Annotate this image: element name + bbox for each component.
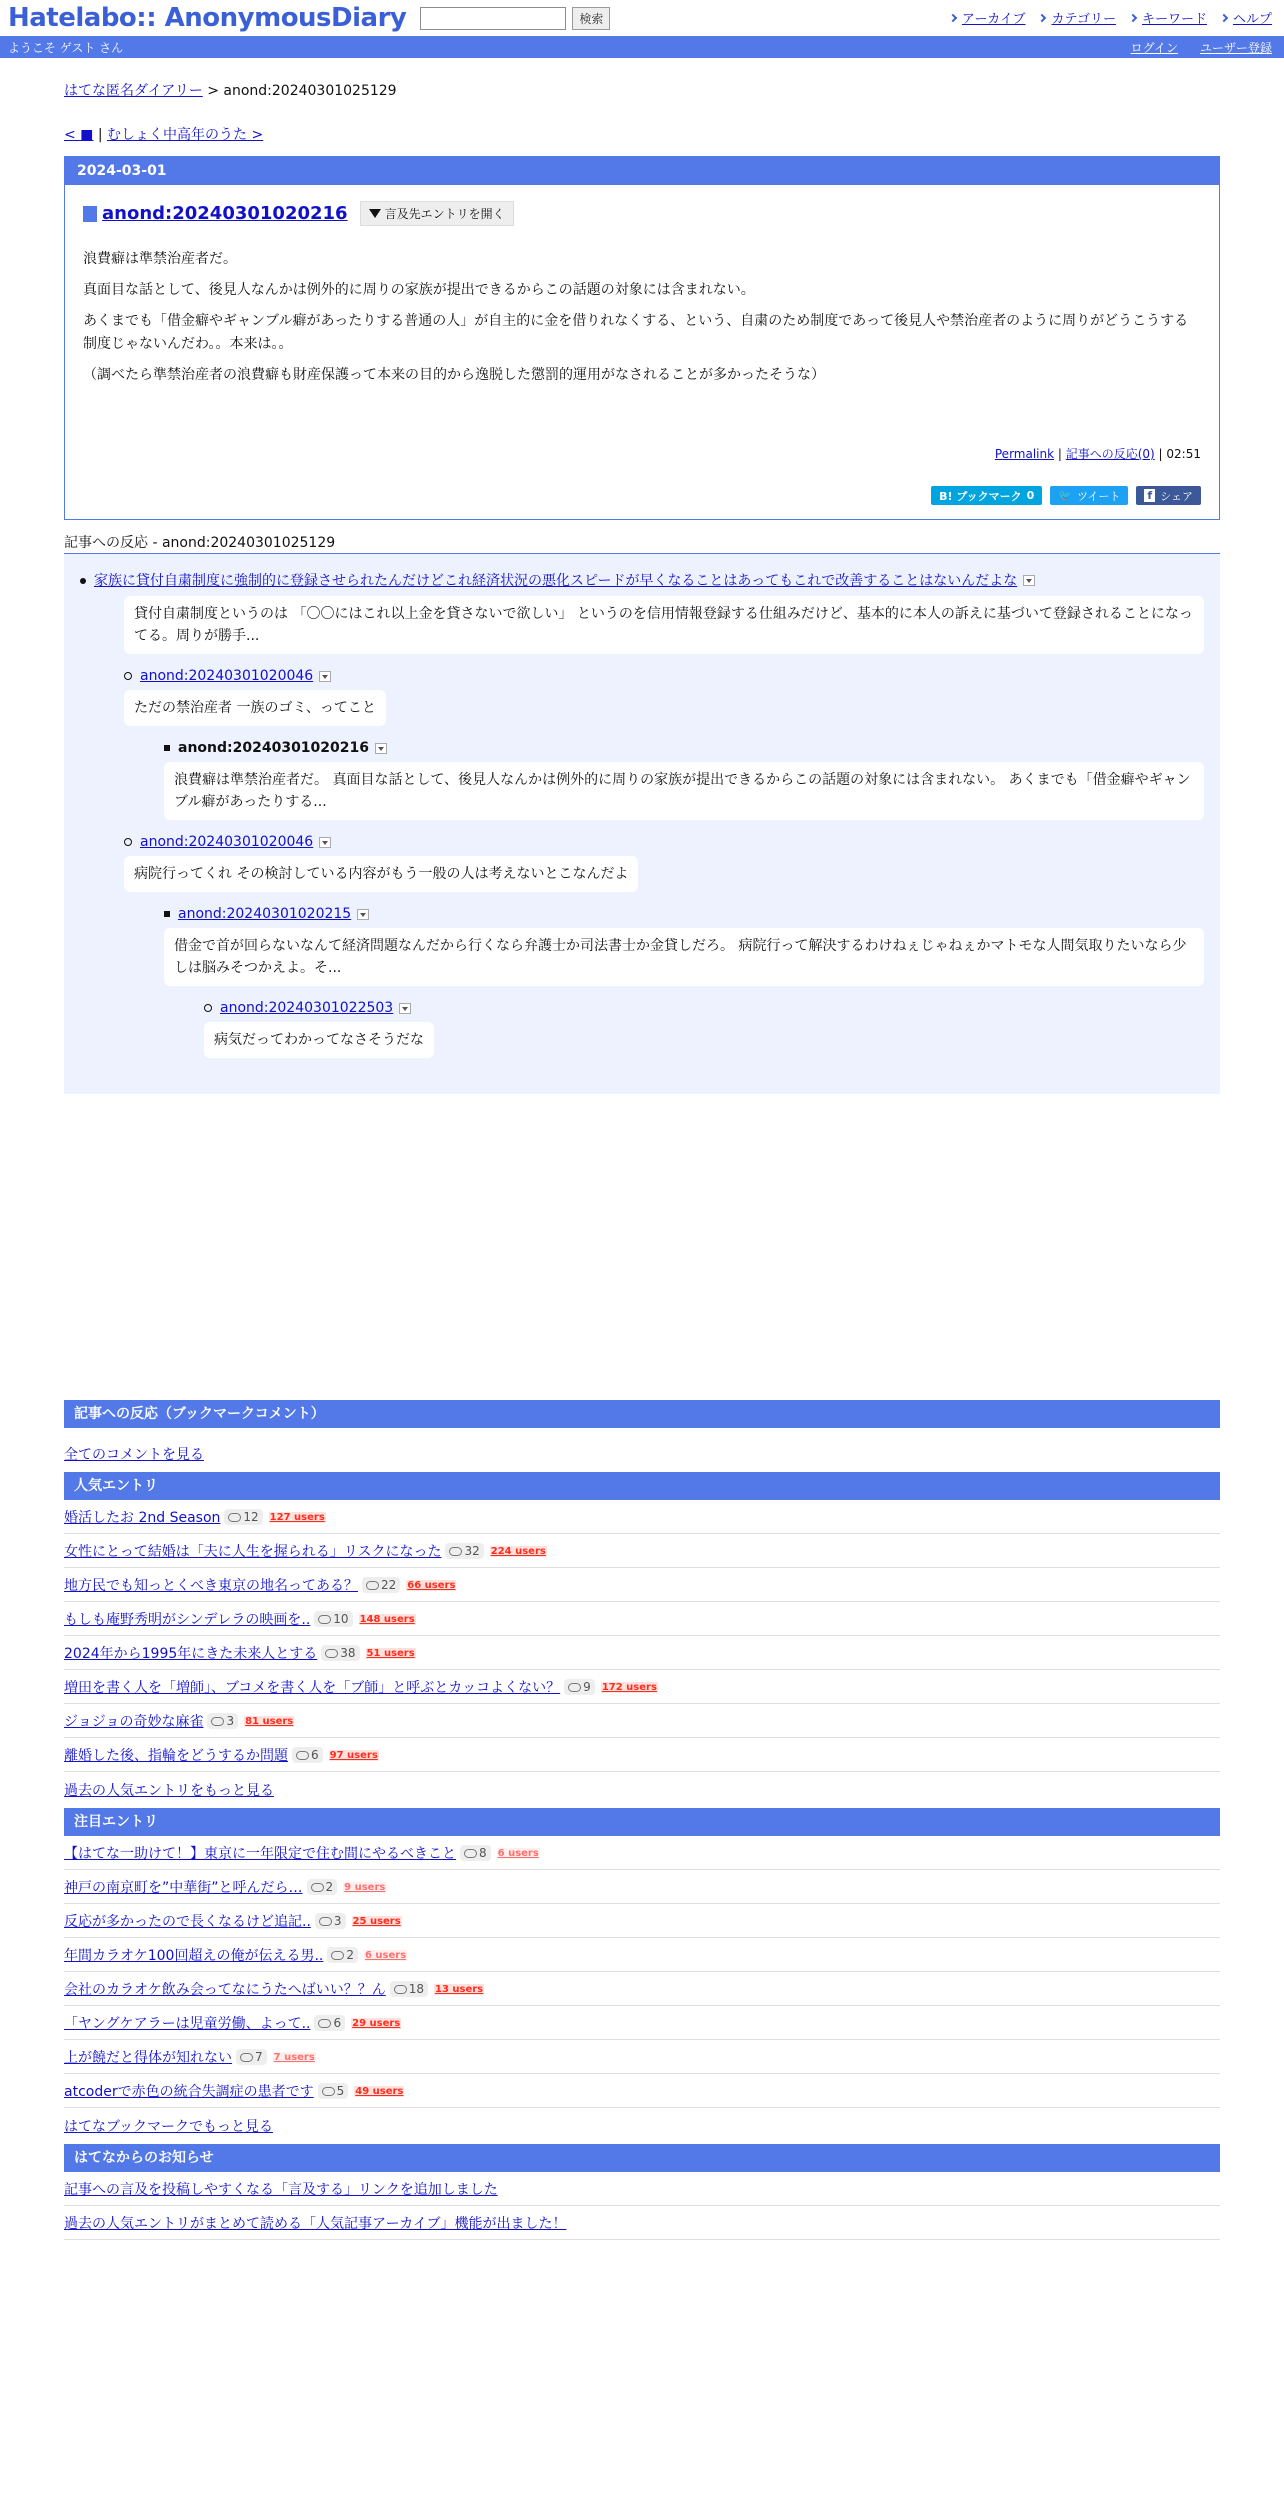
all-comments-link[interactable]: 全てのコメントを見る bbox=[64, 1447, 204, 1463]
speech-bubble-icon bbox=[296, 1751, 309, 1760]
popular-more-row bbox=[64, 1772, 1220, 1808]
popular-entries-header: 人気エントリ bbox=[64, 1472, 1220, 1500]
speech-bubble-icon bbox=[240, 2053, 253, 2062]
attention-more-row bbox=[64, 2108, 1220, 2144]
entry-link[interactable]: 離婚した後、指輪をどうするか問題 bbox=[64, 1748, 288, 1764]
triangle-down-icon bbox=[369, 209, 381, 218]
attention-more-link[interactable]: はてなブックマークでもっと見る bbox=[64, 2119, 274, 2135]
comment-count-badge[interactable]: 10 bbox=[314, 1611, 352, 1627]
comment-count-badge[interactable]: 2 bbox=[327, 1947, 358, 1963]
nav-help[interactable]: ヘルプ bbox=[1221, 8, 1272, 27]
news-header: はてなからのお知らせ bbox=[64, 2144, 1220, 2172]
reactions-tree bbox=[64, 554, 1220, 1094]
news-item bbox=[64, 2172, 1220, 2206]
ad-space bbox=[64, 1094, 1220, 1400]
prev-entry-link[interactable]: < ■ bbox=[64, 127, 94, 143]
bookmark-users-badge[interactable]: 49 users bbox=[355, 2085, 404, 2097]
search-button[interactable]: 検索 bbox=[572, 7, 610, 30]
speech-bubble-icon bbox=[568, 1683, 581, 1692]
entry-link[interactable]: 反応が多かったので長くなるけど追記.. bbox=[64, 1914, 311, 1930]
reaction-node bbox=[164, 738, 1204, 832]
entry-row bbox=[64, 1704, 1220, 1738]
speech-bubble-icon bbox=[322, 2087, 335, 2096]
bookmark-users-badge[interactable]: 51 users bbox=[366, 1647, 415, 1659]
entry-link[interactable]: ジョジョの奇妙な麻雀 bbox=[64, 1714, 204, 1730]
site-header bbox=[0, 0, 1284, 36]
entry-square-icon bbox=[83, 206, 97, 222]
news-link[interactable]: 過去の人気エントリがまとめて読める「人気記事アーカイブ」機能が出ました！ bbox=[64, 2216, 567, 2232]
reaction-node bbox=[124, 666, 1204, 832]
search-form bbox=[420, 7, 610, 30]
breadcrumb-home[interactable]: はてな匿名ダイアリー bbox=[64, 83, 203, 99]
circle-bullet-icon bbox=[124, 838, 132, 846]
article-title[interactable]: anond:20240301020216 bbox=[102, 203, 348, 224]
bullet-icon bbox=[80, 578, 86, 584]
bookmark-users-badge[interactable]: 9 users bbox=[344, 1881, 386, 1893]
square-bullet-icon bbox=[164, 745, 170, 751]
entry-row bbox=[64, 1938, 1220, 1972]
bookmark-users-badge[interactable]: 172 users bbox=[601, 1681, 657, 1693]
entry-row bbox=[64, 1738, 1220, 1772]
comment-count-badge[interactable]: 32 bbox=[445, 1543, 483, 1559]
bookmark-users-badge[interactable]: 148 users bbox=[359, 1613, 415, 1625]
entry-link[interactable]: 「ヤングケアラーは児童労働、よって.. bbox=[64, 2016, 311, 2032]
reaction-excerpt: 病院行ってくれ その検討している内容がもう一般の人は考えないとこなんだよ bbox=[124, 856, 638, 892]
speech-bubble-icon bbox=[211, 1717, 224, 1726]
article-text bbox=[83, 248, 1201, 387]
dropdown-icon[interactable] bbox=[375, 743, 387, 754]
speech-bubble-icon bbox=[228, 1513, 241, 1522]
current-entry-title: anond:20240301020216 bbox=[178, 740, 369, 756]
bookmark-users-badge[interactable]: 25 users bbox=[352, 1915, 401, 1927]
open-mentioned-entry-button[interactable]: 言及先エントリを開く bbox=[360, 201, 514, 226]
nav-keyword[interactable]: キーワード bbox=[1130, 8, 1207, 27]
speech-bubble-icon bbox=[325, 1649, 338, 1658]
chevron-right-icon bbox=[949, 13, 957, 21]
article-footer: Permalink | 記事への反応(0) | 02:51 bbox=[994, 447, 1201, 461]
bookmark-users-badge[interactable]: 6 users bbox=[497, 1847, 539, 1859]
reaction-node bbox=[124, 832, 1204, 1070]
speech-bubble-icon bbox=[311, 1883, 324, 1892]
post-time: 02:51 bbox=[1166, 447, 1201, 461]
welcome-text: ようこそ ゲスト さん bbox=[8, 40, 124, 55]
bookmark-users-badge[interactable]: 97 users bbox=[329, 1749, 378, 1761]
reaction-node bbox=[164, 904, 1204, 1070]
reaction-node bbox=[204, 998, 1204, 1070]
breadcrumb-current: anond:20240301025129 bbox=[223, 83, 397, 99]
entry-link[interactable]: 神戸の南京町を”中華街”と呼んだら… bbox=[64, 1880, 303, 1896]
entry-row bbox=[64, 1602, 1220, 1636]
attention-entries-header: 注目エントリ bbox=[64, 1808, 1220, 1836]
reactions-title: 記事への反応 - anond:20240301025129 bbox=[64, 532, 1220, 554]
entry-row bbox=[64, 1870, 1220, 1904]
bookmark-users-badge[interactable]: 81 users bbox=[245, 1715, 294, 1727]
comment-count-badge[interactable]: 18 bbox=[390, 1981, 428, 1997]
comment-count-badge[interactable]: 8 bbox=[460, 1845, 491, 1861]
dropdown-icon[interactable] bbox=[319, 837, 331, 848]
bookmark-users-badge[interactable]: 7 users bbox=[273, 2051, 315, 2063]
facebook-f-icon: f bbox=[1144, 489, 1155, 502]
entry-link[interactable]: 増田を書く人を「増師」、ブコメを書く人を「ブ師」と呼ぶとカッコよくない？ bbox=[64, 1680, 561, 1696]
article-date: 2024-03-01 bbox=[65, 157, 1219, 185]
reactions-link[interactable]: 記事への反応(0) bbox=[1065, 447, 1155, 461]
comment-count-badge[interactable]: 5 bbox=[318, 2083, 349, 2099]
article-paragraph: あくまでも「借金癖やギャンブル癖があったりする普通の人」が自主的に金を借りれなくする、という、自粛のため制度であって後見人や禁治産者のように周りがどうこうする制度じゃないんだわ。。本来は。。 bbox=[83, 313, 1189, 352]
comment-count-badge[interactable]: 2 bbox=[307, 1879, 338, 1895]
popular-more-link[interactable]: 過去の人気エントリをもっと見る bbox=[64, 1783, 274, 1799]
reaction-link[interactable]: anond:20240301020046 bbox=[140, 834, 331, 850]
nav-category[interactable]: カテゴリー bbox=[1039, 8, 1115, 27]
entry-row bbox=[64, 2040, 1220, 2074]
main-content bbox=[64, 80, 1220, 2240]
site-logo[interactable]: Hatelabo:: AnonymousDiary bbox=[8, 3, 407, 33]
user-bar bbox=[0, 36, 1284, 58]
comment-count-badge[interactable]: 6 bbox=[292, 1747, 323, 1763]
entry-link[interactable]: もしも庵野秀明がシンデレラの映画を.. bbox=[64, 1612, 311, 1628]
article bbox=[64, 156, 1220, 520]
reaction-link[interactable]: anond:20240301020046 bbox=[140, 668, 331, 684]
reaction-excerpt: ただの禁治産者 一族のゴミ、ってこと bbox=[124, 690, 386, 726]
comment-count-badge[interactable]: 3 bbox=[207, 1713, 238, 1729]
top-nav bbox=[950, 8, 1272, 27]
permalink[interactable]: Permalink bbox=[994, 447, 1055, 461]
nav-archive[interactable]: アーカイブ bbox=[950, 8, 1026, 27]
speech-bubble-icon bbox=[366, 1581, 379, 1590]
dropdown-icon[interactable] bbox=[399, 1003, 411, 1014]
bookmark-users-badge[interactable]: 127 users bbox=[269, 1511, 325, 1523]
comment-count-badge[interactable]: 9 bbox=[564, 1679, 595, 1695]
news-item bbox=[64, 2206, 1220, 2240]
article-paragraph: （調べたら準禁治産者の浪費癖も財産保護って本来の目的から逸脱した懲罰的運用がなされることが多かったそうな） bbox=[83, 367, 825, 383]
reaction-excerpt: 貸付自粛制度というのは 「〇〇にはこれ以上金を貸さないで欲しい」 というのを信用情報登録する仕組みだけど、基本的に本人の訴えに基づいて登録されることになってる。周りが勝手... bbox=[124, 596, 1204, 654]
circle-bullet-icon bbox=[204, 1004, 212, 1012]
all-comments-row bbox=[64, 1428, 1220, 1472]
entry-row bbox=[64, 2006, 1220, 2040]
hatena-bookmark-button[interactable]: B! ブックマーク 0 bbox=[931, 486, 1042, 505]
entry-row bbox=[64, 1972, 1220, 2006]
entry-link[interactable]: 女性にとって結婚は「夫に人生を握られる」リスクになった bbox=[64, 1544, 442, 1560]
bookmark-users-badge[interactable]: 66 users bbox=[407, 1579, 456, 1591]
comment-count-badge[interactable]: 22 bbox=[362, 1577, 400, 1593]
reaction-excerpt: 浪費癖は準禁治産者だ。 真面目な話として、後見人なんかは例外的に周りの家族が提出できるからこの話題の対象には含まれない。 あくまでも「借金癖やギャンブル癖があったりする... bbox=[164, 762, 1204, 820]
comment-count-badge[interactable]: 7 bbox=[236, 2049, 267, 2065]
article-header bbox=[83, 201, 1201, 226]
reaction-link[interactable]: anond:20240301022503 bbox=[220, 1000, 411, 1016]
entry-row bbox=[64, 1636, 1220, 1670]
entry-link[interactable]: 地方民でも知っとくべき東京の地名ってある？ bbox=[64, 1578, 358, 1594]
entry-row bbox=[64, 2074, 1220, 2108]
article-paragraph: 真面目な話として、後見人なんかは例外的に周りの家族が提出できるからこの話題の対象には含まれない。 bbox=[83, 282, 755, 298]
twitter-bird-icon: 🐦 bbox=[1058, 489, 1072, 502]
speech-bubble-icon bbox=[449, 1547, 462, 1556]
dropdown-icon[interactable] bbox=[319, 671, 331, 682]
entry-link[interactable]: 【はてな一助けて！】東京に一年限定で住む間にやるべきこと bbox=[64, 1846, 456, 1862]
facebook-share-button[interactable]: f シェア bbox=[1136, 486, 1201, 505]
chevron-right-icon bbox=[1129, 13, 1137, 21]
reaction-excerpt: 借金で首が回らないなんて経済問題なんだから行くなら弁護士か司法書士か金貸しだろ。 病院行って解決するわけねぇじゃねぇかマトモな人間気取りたいなら少しは脳みそつかえよ。そ... bbox=[164, 928, 1204, 986]
next-entry-link[interactable]: むしょく中高年のうた > bbox=[107, 127, 264, 143]
comment-count-badge[interactable]: 38 bbox=[321, 1645, 359, 1661]
article-body bbox=[65, 185, 1219, 519]
share-buttons bbox=[83, 486, 1201, 505]
entry-link[interactable]: 婚活したお 2nd Season bbox=[64, 1510, 221, 1526]
reaction-root bbox=[80, 570, 1204, 1070]
attention-entries-list bbox=[64, 1836, 1220, 2108]
search-input[interactable] bbox=[420, 7, 566, 30]
entry-row bbox=[64, 1500, 1220, 1534]
circle-bullet-icon bbox=[124, 672, 132, 680]
bookmark-users-badge[interactable]: 6 users bbox=[364, 1949, 407, 1961]
entry-link[interactable]: 2024年から1995年にきた未来人とする bbox=[64, 1646, 318, 1662]
breadcrumb: はてな匿名ダイアリー > anond:20240301025129 bbox=[64, 83, 397, 99]
login-link[interactable]: ログイン bbox=[1130, 40, 1178, 55]
entry-row bbox=[64, 1534, 1220, 1568]
dropdown-icon[interactable] bbox=[357, 909, 369, 920]
reaction-link[interactable]: anond:20240301020215 bbox=[178, 906, 369, 922]
entry-link[interactable]: 会社のカラオケ飲み会ってなにうたへばいい？？ん bbox=[64, 1982, 386, 1998]
bookmark-users-badge[interactable]: 29 users bbox=[352, 2017, 401, 2029]
speech-bubble-icon bbox=[331, 1951, 344, 1960]
popular-entries-list bbox=[64, 1500, 1220, 1772]
chevron-right-icon bbox=[1038, 13, 1046, 21]
entry-link[interactable]: 上が饒だと得体が知れない bbox=[64, 2050, 232, 2066]
reaction-excerpt: 病気だってわかってなさそうだな bbox=[204, 1022, 434, 1058]
chevron-right-icon bbox=[1220, 13, 1228, 21]
speech-bubble-icon bbox=[464, 1849, 477, 1858]
entry-row bbox=[64, 1568, 1220, 1602]
entry-row bbox=[64, 1904, 1220, 1938]
bookmark-users-badge[interactable]: 13 users bbox=[435, 1983, 484, 1995]
bookmark-count: 0 bbox=[1026, 489, 1035, 502]
news-link[interactable]: 記事への言及を投稿しやすくなる「言及する」リンクを追加しました bbox=[64, 2182, 498, 2198]
square-bullet-icon bbox=[164, 911, 170, 917]
reaction-link[interactable]: 家族に貸付自粛制度に強制的に登録させられたんだけどこれ経済状況の悪化スピードが早くなることはあってもこれで改善することはないんだよな bbox=[94, 570, 1035, 590]
speech-bubble-icon bbox=[318, 2019, 331, 2028]
pager: < ■ | むしょく中高年のうた > bbox=[64, 127, 264, 143]
entry-link[interactable]: atcoderで赤色の統合失調症の患者です bbox=[64, 2084, 314, 2100]
article-paragraph: 浪費癖は準禁治産者だ。 bbox=[83, 251, 237, 267]
speech-bubble-icon bbox=[318, 1615, 331, 1624]
bookmark-comments-header: 記事への反応（ブックマークコメント） bbox=[64, 1400, 1220, 1428]
tweet-button[interactable]: 🐦 ツイート bbox=[1050, 486, 1128, 505]
dropdown-icon[interactable] bbox=[1023, 575, 1035, 586]
comment-count-badge[interactable]: 12 bbox=[224, 1509, 262, 1525]
comment-count-badge[interactable]: 3 bbox=[315, 1913, 346, 1929]
comment-count-badge[interactable]: 6 bbox=[314, 2015, 345, 2031]
register-link[interactable]: ユーザー登録 bbox=[1199, 40, 1272, 55]
bookmark-users-badge[interactable]: 224 users bbox=[490, 1545, 546, 1557]
entry-link[interactable]: 年間カラオケ100回超えの俺が伝える男.. bbox=[64, 1948, 324, 1964]
entry-row bbox=[64, 1670, 1220, 1704]
speech-bubble-icon bbox=[394, 1985, 407, 1994]
entry-row bbox=[64, 1836, 1220, 1870]
speech-bubble-icon bbox=[319, 1917, 332, 1926]
